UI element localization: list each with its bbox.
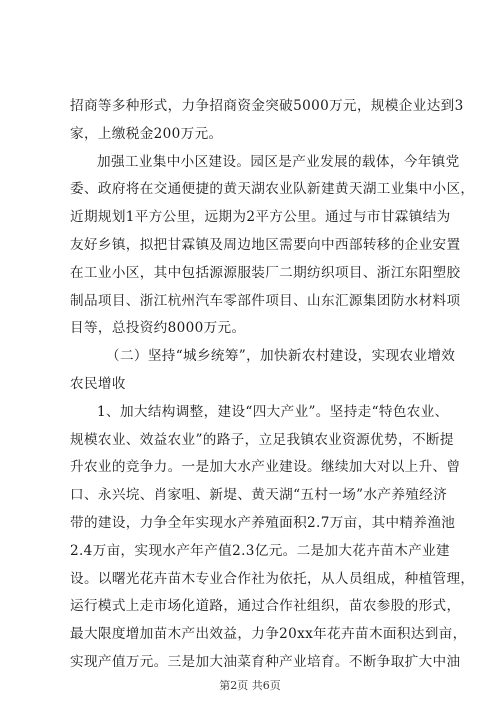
text-line: 设。以曙光花卉苗木专业合作社为依托，从人员组成，种植管理， [70, 570, 475, 587]
section-heading-continuation: 农民增收 [70, 375, 126, 392]
text-line: 最大限度增加苗木产出效益，力争20xx年花卉苗木面积达到亩， [70, 626, 467, 643]
text-line: 在工业小区，其中包括源源服装厂二期纺织项目、浙江东阳塑胶 [70, 264, 461, 281]
text-line: 带的建设，力争全年实现水产养殖面积2.7万亩，其中精养渔池 [70, 514, 456, 531]
page-number-footer: 第2页 共6页 [219, 679, 281, 692]
text-line: 规模农业、效益农业”的路子，立足我镇农业资源优势，不断提 [70, 431, 454, 448]
paragraph-start-line: 加强工业集中小区建设。园区是产业发展的载体，今年镇党 [97, 153, 460, 170]
text-line: 实现产值万元。三是加大油菜育种产业培育。不断争取扩大中油 [70, 653, 461, 670]
text-line: 升农业的竞争力。一是加大水产业建设。继续加大对以上升、曾 [70, 459, 461, 476]
text-line: 口、永兴垸、肖家咀、新堤、黄天湖“五村一场”水产养殖经济 [70, 487, 448, 504]
text-line: 制品项目、浙江杭州汽车零部件项目、山东汇源集团防水材料项 [70, 292, 461, 309]
text-line: 目等，总投资约8000万元。 [70, 320, 246, 337]
text-line: 友好乡镇，拟把甘霖镇及周边地区需要向中西部转移的企业安置 [70, 236, 461, 253]
text-line: 招商等多种形式，力争招商资金突破5000万元，规模企业达到3 [70, 98, 464, 114]
text-line: 2.4万亩，实现水产年产值2.3亿元。二是加大花卉苗木产业建 [70, 542, 450, 559]
text-line: 近期规划1平方公里，远期为2平方公里。通过与市甘霖镇结为 [70, 209, 451, 226]
body-text [70, 93, 475, 677]
paragraph-start-line: 1、加大结构调整，建设“四大产业”。坚持走“特色农业、 [97, 403, 449, 420]
text-line: 委、政府将在交通便捷的黄天湖农业队新建黄天湖工业集中小区， [70, 181, 475, 198]
text-line: 运行模式上走市场化道路，通过合作社组织，苗农参股的形式， [70, 598, 461, 615]
section-heading: （二）坚持“城乡统筹”，加快新农村建设，实现农业增效 [106, 348, 456, 365]
text-line: 家，上缴税金200万元。 [70, 125, 223, 142]
